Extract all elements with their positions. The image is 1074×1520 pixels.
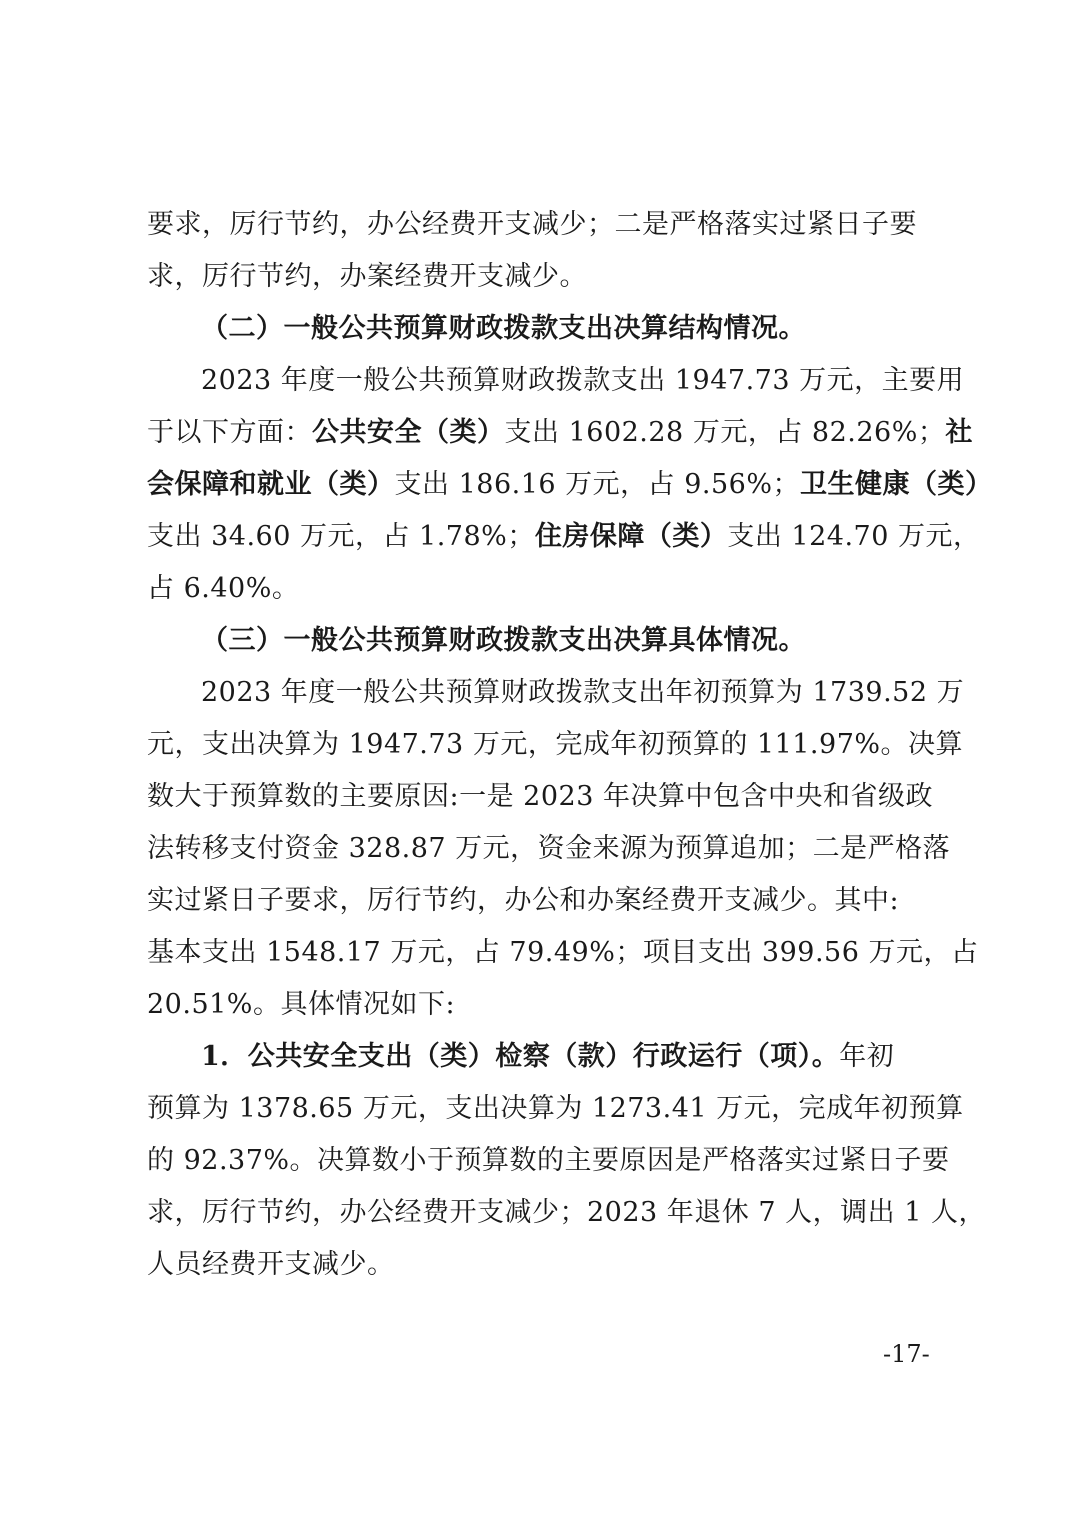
text-segment: 人员经费开支减少。: [147, 1249, 395, 1280]
text-line-2: [147, 252, 587, 302]
text-line-15: [147, 928, 979, 978]
text-line-19: [147, 1136, 950, 1186]
text-line-13: [147, 824, 950, 874]
text-segment: （二）一般公共预算财政拨款支出决算结构情况。: [201, 313, 806, 344]
text-segment: 求，厉行节约，办案经费开支减少。: [147, 261, 587, 292]
text-segment: 会保障和就业（类）: [147, 469, 395, 500]
text-segment: 支出 186.16 万元，占 9.56%；: [394, 469, 800, 500]
text-segment: 预算为 1378.65 万元，支出决算为 1273.41 万元，完成年初预算: [147, 1093, 964, 1124]
text-segment: 社: [945, 417, 973, 448]
text-line-7: [147, 512, 980, 562]
text-segment: 求，厉行节约，办公经费开支减少；2023 年退休 7 人，调出 1 人，: [147, 1197, 986, 1228]
text-segment: 支出 1602.28 万元，占 82.26%；: [504, 417, 946, 448]
section-heading-3: [201, 616, 806, 666]
text-line-8: [147, 564, 299, 614]
text-segment: 卫生健康（类）: [800, 469, 993, 500]
text-segment: 住房保障（类）: [534, 521, 728, 552]
text-line-20: [147, 1188, 986, 1238]
text-line-6: [147, 460, 993, 510]
text-segment: 支出 34.60 万元，占 1.78%；: [147, 521, 535, 552]
text-segment: （三）一般公共预算财政拨款支出决算具体情况。: [201, 625, 806, 656]
text-line-5: [147, 408, 973, 458]
text-line-16: [147, 980, 455, 1030]
text-segment: 元，支出决算为 1947.73 万元，完成年初预算的 111.97%。决算: [147, 729, 964, 760]
text-segment: 基本支出 1548.17 万元，占 79.49%；项目支出 399.56 万元，占: [147, 937, 979, 968]
text-line-11: [147, 720, 963, 770]
text-line-21: [147, 1240, 395, 1290]
text-segment: 法转移支付资金 328.87 万元，资金来源为预算追加；二是严格落: [147, 833, 951, 864]
section-heading-2: [201, 304, 806, 354]
text-segment: 公共安全（类）: [312, 417, 505, 448]
text-segment: 1．公共安全支出（类）检察（款）行政运行（项）。: [201, 1041, 840, 1072]
text-segment: 数大于预算数的主要原因:一是 2023 年决算中包含中央和省级政: [147, 781, 933, 812]
text-line-12: [147, 772, 933, 822]
text-segment: 2023 年度一般公共预算财政拨款支出年初预算为 1739.52 万: [201, 677, 965, 708]
text-segment: 20.51%。具体情况如下:: [147, 989, 456, 1020]
text-line-4: [201, 356, 964, 406]
text-segment: 支出 124.70 万元，: [727, 521, 981, 552]
text-segment: 于以下方面：: [147, 417, 312, 448]
page-number: -17-: [883, 1340, 930, 1368]
text-line-10: [201, 668, 964, 718]
text-line-14: [147, 876, 899, 926]
text-segment: 占 6.40%。: [147, 573, 300, 604]
text-segment: 2023 年度一般公共预算财政拨款支出 1947.73 万元，主要用: [201, 365, 965, 396]
text-segment: 实过紧日子要求，厉行节约，办公和办案经费开支减少。其中:: [147, 885, 900, 916]
text-line-18: [147, 1084, 964, 1134]
text-segment: 要求，厉行节约，办公经费开支减少；二是严格落实过紧日子要: [147, 209, 917, 240]
text-line-1: [147, 200, 917, 250]
text-line-17: [201, 1032, 894, 1082]
text-segment: 的 92.37%。决算数小于预算数的主要原因是严格落实过紧日子要: [147, 1145, 950, 1176]
text-segment: 年初: [839, 1041, 895, 1072]
